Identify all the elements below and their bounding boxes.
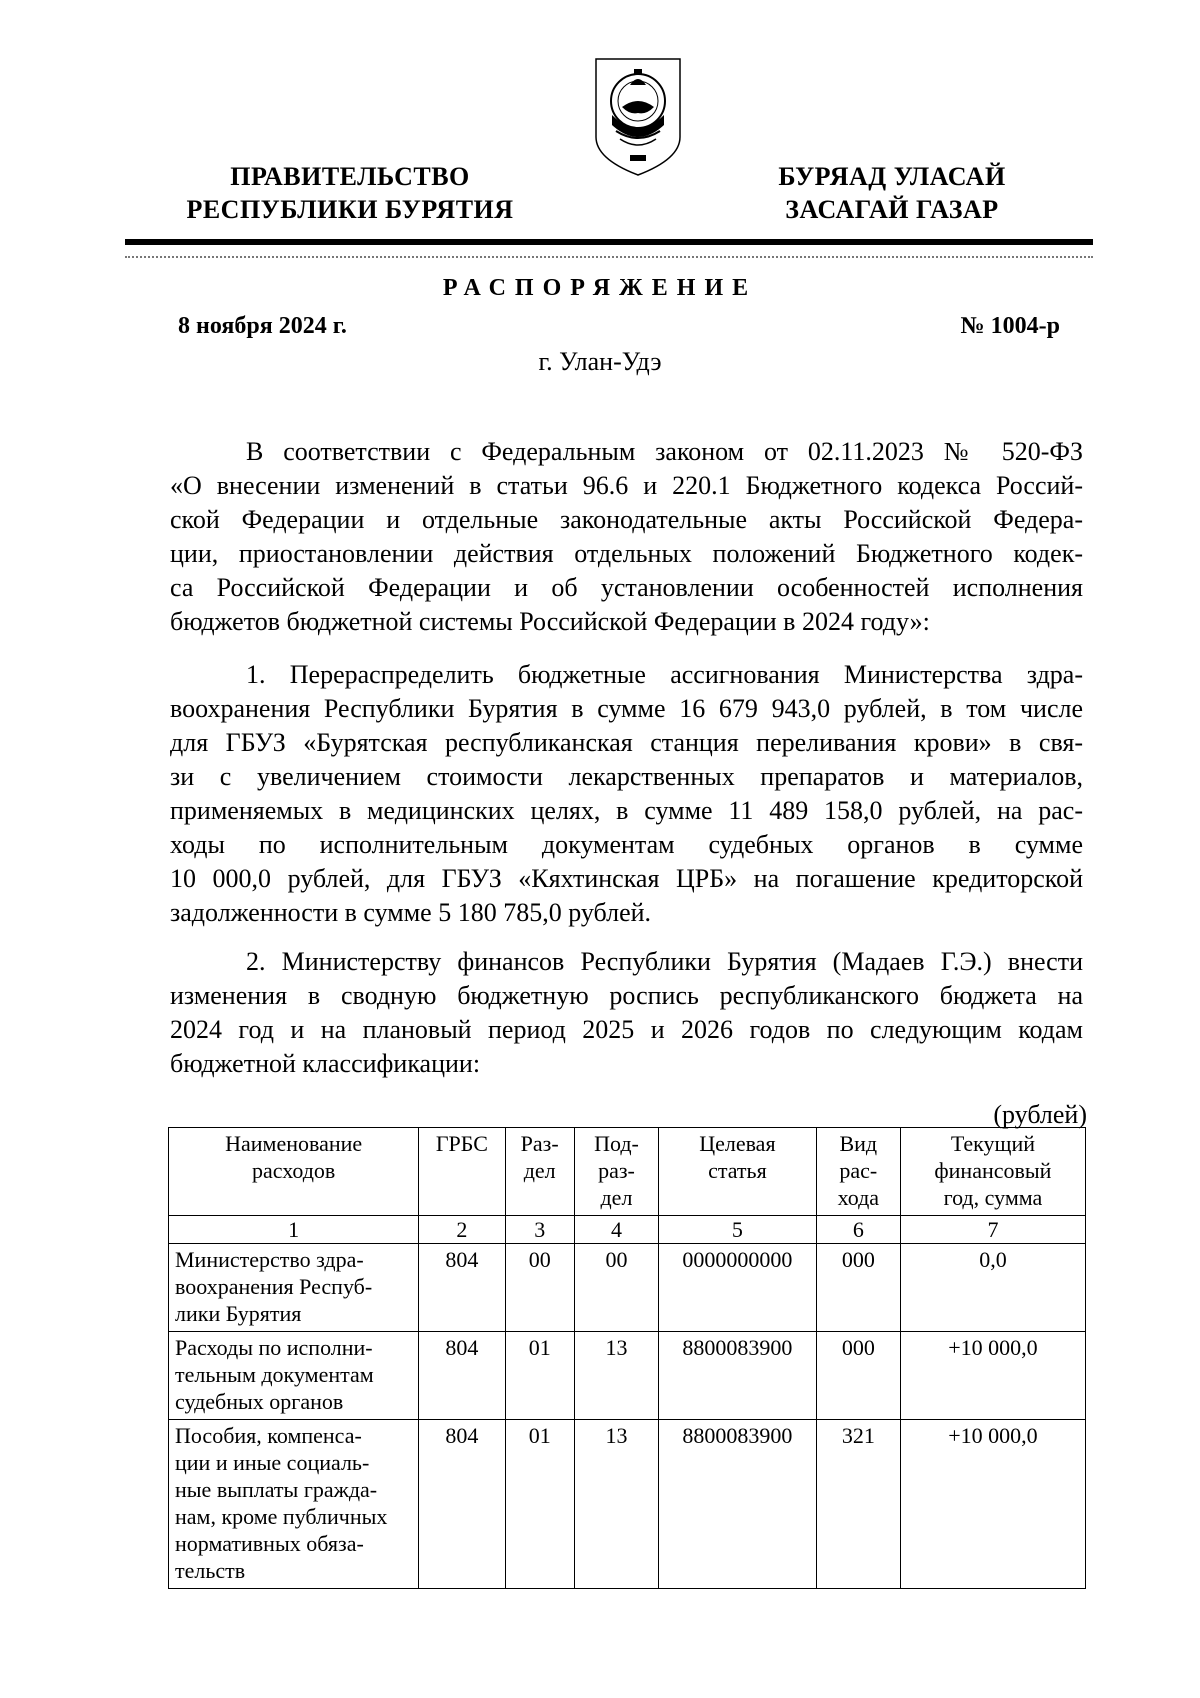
item-1-line: задолженности в сумме 5 180 785,0 рублей. xyxy=(170,898,652,927)
row-amount: +10 000,0 xyxy=(900,1420,1085,1589)
government-name-russian xyxy=(150,160,550,226)
header-amount: Текущий финансовый год, сумма xyxy=(900,1128,1085,1216)
row-target: 8800083900 xyxy=(659,1332,817,1420)
row-amount: +10 000,0 xyxy=(900,1332,1085,1420)
preamble-line: «О внесении изменений в статьи 96.6 и 220.1 Бюджетного кодекса Россий- xyxy=(170,471,1083,500)
header-expense-type: Вид рас- хода xyxy=(816,1128,900,1216)
row-grbs: 804 xyxy=(419,1420,505,1589)
budget-table xyxy=(168,1127,1086,1589)
column-number: 2 xyxy=(419,1216,505,1244)
row-section: 00 xyxy=(505,1244,574,1332)
item-2-line: 2024 год и на плановый период 2025 и 2026 годов по следующим кодам xyxy=(170,1015,1083,1044)
column-number: 5 xyxy=(659,1216,817,1244)
item-2-line: 2. Министерству финансов Республики Бурятия (Мадаев Г.Э.) внести xyxy=(246,947,1083,976)
header-subsection: Под- раз- дел xyxy=(574,1128,658,1216)
table-header-row xyxy=(169,1128,1086,1216)
document-date: 8 ноября 2024 г. xyxy=(178,313,347,339)
header-divider-thick xyxy=(125,239,1093,245)
row-name: Пособия, компенса- ции и иные социаль- ные выплаты гражда- нам, кроме публичных нормативных обяза- тельств xyxy=(169,1420,419,1589)
header-divider-thin xyxy=(125,256,1093,258)
row-subsection: 00 xyxy=(574,1244,658,1332)
table-row xyxy=(169,1420,1086,1589)
table-units: (рублей) xyxy=(993,1100,1087,1129)
document-number: № 1004-р xyxy=(960,313,1060,339)
item-1-line: 10 000,0 рублей, для ГБУЗ «Кяхтинская ЦРБ» на погашение кредиторской xyxy=(170,864,1083,893)
row-grbs: 804 xyxy=(419,1244,505,1332)
row-expense-type: 000 xyxy=(816,1244,900,1332)
column-number-row xyxy=(169,1216,1086,1244)
item-1-line: для ГБУЗ «Бурятская республиканская станция переливания крови» в свя- xyxy=(170,728,1083,757)
government-name-buryat xyxy=(742,160,1042,226)
government-name-buryat-line-2: ЗАСАГАЙ ГАЗАР xyxy=(785,195,999,224)
header-grbs: ГРБС xyxy=(419,1128,505,1216)
item-2-line: бюджетной классификации: xyxy=(170,1049,481,1078)
header-section: Раз- дел xyxy=(505,1128,574,1216)
row-target: 0000000000 xyxy=(659,1244,817,1332)
row-section: 01 xyxy=(505,1332,574,1420)
item-1-paragraph xyxy=(170,658,1083,930)
preamble-line: са Российской Федерации и об установлении особенностей исполнения xyxy=(170,573,1083,602)
government-name-line-1: ПРАВИТЕЛЬСТВО xyxy=(230,162,470,191)
preamble-line: ской Федерации и отдельные законодательные акты Российской Федера- xyxy=(170,505,1083,534)
header-target-article: Целевая статья xyxy=(659,1128,817,1216)
row-section: 01 xyxy=(505,1420,574,1589)
preamble-line: ции, приостановлении действия отдельных положений Бюджетного кодек- xyxy=(170,539,1083,568)
row-subsection: 13 xyxy=(574,1332,658,1420)
row-grbs: 804 xyxy=(419,1332,505,1420)
row-name: Министерство здра- воохранения Респуб- лики Бурятия xyxy=(169,1244,419,1332)
coat-of-arms-icon xyxy=(590,55,686,179)
item-2-paragraph xyxy=(170,945,1083,1081)
row-target: 8800083900 xyxy=(659,1420,817,1589)
document-type: РАСПОРЯЖЕНИЕ xyxy=(442,275,758,301)
column-number: 4 xyxy=(574,1216,658,1244)
row-name: Расходы по исполни- тельным документам судебных органов xyxy=(169,1332,419,1420)
column-number: 1 xyxy=(169,1216,419,1244)
table-row xyxy=(169,1244,1086,1332)
government-name-line-2: РЕСПУБЛИКИ БУРЯТИЯ xyxy=(186,195,514,224)
item-1-line: 1. Перераспределить бюджетные ассигнования Министерства здра- xyxy=(246,660,1083,689)
table-row xyxy=(169,1332,1086,1420)
column-number: 7 xyxy=(900,1216,1085,1244)
column-number: 3 xyxy=(505,1216,574,1244)
item-2-line: изменения в сводную бюджетную роспись республиканского бюджета на xyxy=(170,981,1083,1010)
document-city: г. Улан-Удэ xyxy=(538,347,662,376)
column-number: 6 xyxy=(816,1216,900,1244)
item-1-line: ходы по исполнительным документам судебных органов в сумме xyxy=(170,830,1083,859)
row-subsection: 13 xyxy=(574,1420,658,1589)
preamble-line: В соответствии с Федеральным законом от 02.11.2023 № 520-ФЗ xyxy=(246,437,1083,466)
item-1-line: воохранения Республики Бурятия в сумме 16 679 943,0 рублей, в том числе xyxy=(170,694,1083,723)
row-expense-type: 000 xyxy=(816,1332,900,1420)
preamble-paragraph xyxy=(170,435,1083,639)
government-name-buryat-line-1: БУРЯАД УЛАСАЙ xyxy=(778,162,1006,191)
row-expense-type: 321 xyxy=(816,1420,900,1589)
preamble-line: бюджетов бюджетной системы Российской Федерации в 2024 году»: xyxy=(170,607,930,636)
header-expense-name: Наименование расходов xyxy=(169,1128,419,1216)
row-amount: 0,0 xyxy=(900,1244,1085,1332)
item-1-line: применяемых в медицинских целях, в сумме 11 489 158,0 рублей, на рас- xyxy=(170,796,1083,825)
item-1-line: зи с увеличением стоимости лекарственных препаратов и материалов, xyxy=(170,762,1083,791)
